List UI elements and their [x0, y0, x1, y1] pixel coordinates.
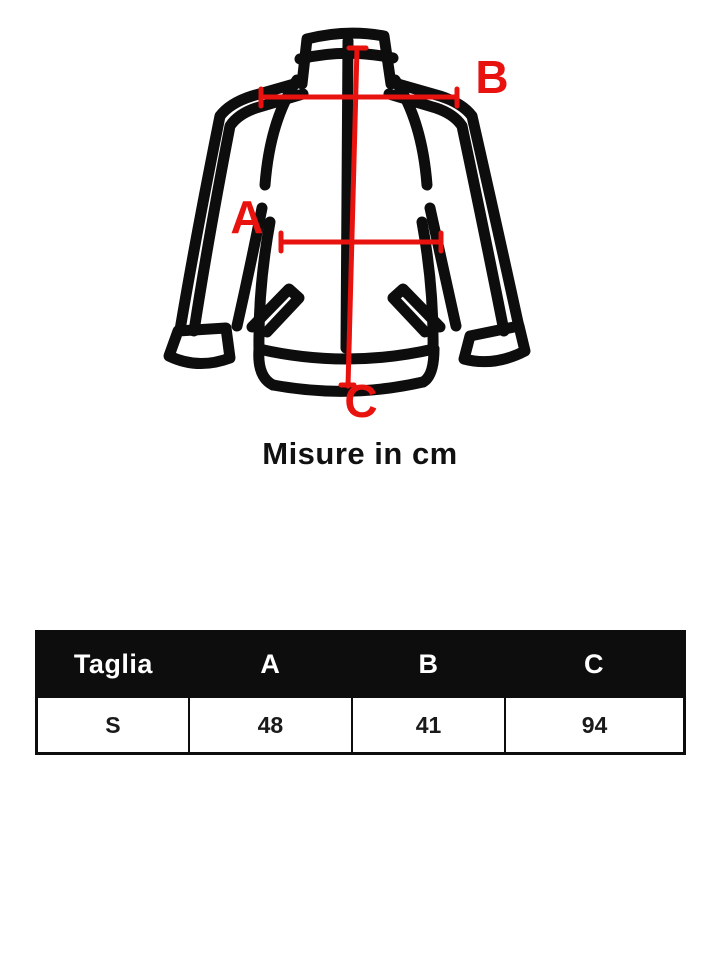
measure-label-b: B [475, 51, 509, 103]
size-table [35, 630, 686, 755]
header-cell-c: C [505, 632, 685, 698]
cell-measure-a: 48 [189, 697, 352, 754]
size-table-header-row [37, 632, 685, 698]
size-table-header [37, 632, 685, 698]
header-cell-a: A [189, 632, 352, 698]
size-table-body [37, 697, 685, 754]
cell-size: S [37, 697, 189, 754]
cell-measure-c: 94 [505, 697, 685, 754]
size-table-row-s [37, 697, 685, 754]
cell-measure-b: 41 [352, 697, 505, 754]
jacket-right-cuff [464, 326, 525, 362]
measure-label-c: C [344, 375, 378, 427]
jacket-left-cuff [169, 328, 230, 364]
measure-label-a: A [230, 191, 264, 243]
header-cell-taglia: Taglia [37, 632, 189, 698]
header-cell-b: B [352, 632, 505, 698]
diagram-caption: Misure in cm [262, 436, 458, 471]
jacket-zipper-line [346, 41, 348, 348]
